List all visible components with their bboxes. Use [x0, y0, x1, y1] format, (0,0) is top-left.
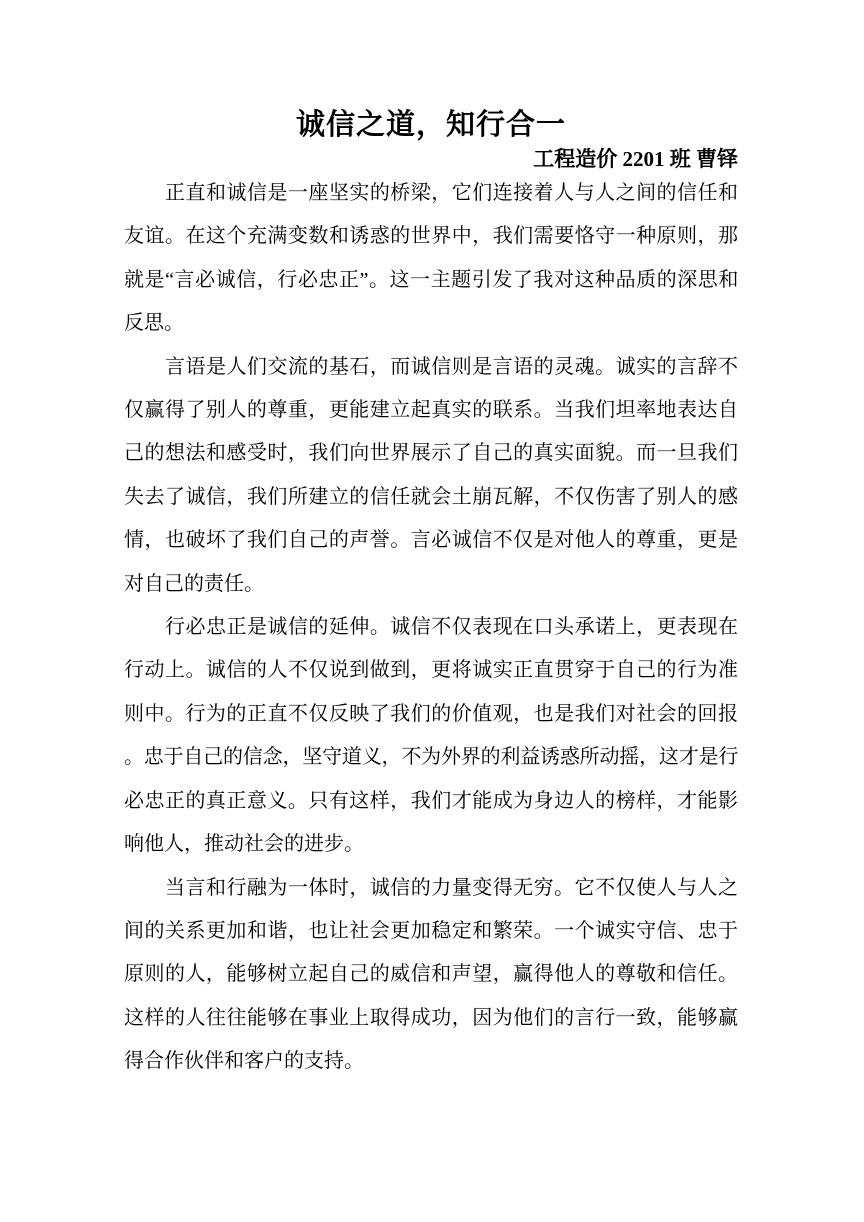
text-line: 就是“言必诚信，行必忠正”。这一主题引发了我对这种品质的深思和: [124, 268, 738, 291]
text-line: 。忠于自己的信念，坚守道义，不为外界的利益诱惑所动摇，这才是行: [124, 746, 738, 769]
text-line: 行必忠正是诚信的延伸。诚信不仅表现在口头承诺上，更表现在: [165, 616, 738, 639]
text-line: 行动上。诚信的人不仅说到做到，更将诚实正直贯穿于自己的行为准: [124, 659, 738, 682]
text-line: 间的关系更加和谐，也让社会更加稳定和繁荣。一个诚实守信、忠于: [124, 919, 738, 942]
text-line: 当言和行融为一体时，诚信的力量变得无穷。它不仅使人与人之: [165, 876, 738, 899]
text-line: 则中。行为的正直不仅反映了我们的价值观，也是我们对社会的回报: [124, 702, 738, 725]
document-byline: 工程造价 2201 班 曹铎: [533, 147, 738, 171]
text-line: 正直和诚信是一座坚实的桥梁，它们连接着人与人之间的信任和: [165, 182, 738, 204]
document-title: 诚信之道，知行合一: [295, 109, 566, 141]
text-line: 言语是人们交流的基石，而诚信则是言语的灵魂。诚实的言辞不: [165, 355, 738, 378]
document-body: [124, 172, 738, 1084]
text-line: 得合作伙伴和客户的支持。: [124, 1050, 364, 1073]
text-line: 原则的人，能够树立起自己的威信和声望，赢得他人的尊敬和信任。: [124, 963, 738, 986]
text-line: 己的想法和感受时，我们向世界展示了自己的真实面貌。而一旦我们: [124, 442, 738, 465]
text-line: 对自己的责任。: [124, 572, 264, 595]
text-line: 必忠正的真正意义。只有这样，我们才能成为身边人的榜样，才能影: [124, 789, 738, 812]
text-line: 仅赢得了别人的尊重，更能建立起真实的联系。当我们坦率地表达自: [124, 399, 738, 422]
paragraph: [124, 346, 738, 606]
paragraph: [124, 867, 738, 1084]
text-line: 失去了诚信，我们所建立的信任就会土崩瓦解，不仅伤害了别人的感: [124, 485, 738, 508]
text-line: 这样的人往往能够在事业上取得成功，因为他们的言行一致，能够赢: [124, 1006, 738, 1029]
text-line: 反思。: [124, 312, 184, 335]
paragraph: [124, 606, 738, 866]
text-line: 友谊。在这个充满变数和诱惑的世界中，我们需要恪守一种原则，那: [124, 225, 738, 248]
text-line: 响他人，推动社会的进步。: [124, 833, 364, 856]
text-line: 情，也破坏了我们自己的声誉。言必诚信不仅是对他人的尊重，更是: [124, 529, 738, 552]
paragraph: [124, 172, 738, 346]
